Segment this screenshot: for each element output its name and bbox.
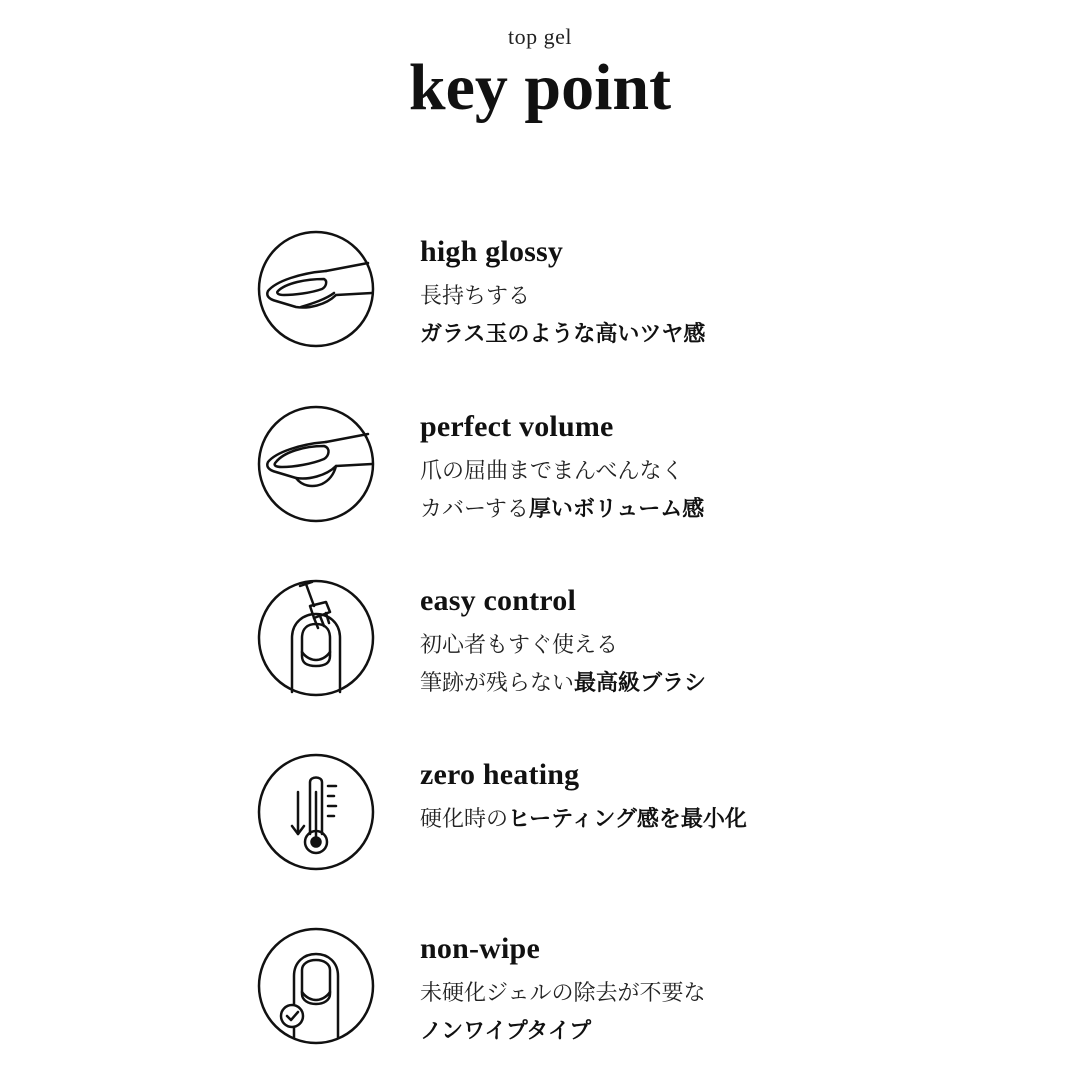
feature-easy-control: [0, 578, 1080, 708]
feature-high-glossy: [0, 229, 1080, 359]
brush-on-nail-icon: [256, 578, 376, 698]
feature-perfect-volume: [0, 404, 1080, 534]
nail-volume-icon: [256, 404, 376, 524]
feature-desc-line-1: 硬化時のヒーティング感を最小化: [420, 806, 747, 831]
feature-title: easy control: [420, 584, 576, 617]
page-title: key point: [408, 51, 672, 124]
subtitle: top gel: [508, 24, 572, 49]
nail-check-icon: [256, 926, 376, 1046]
nail-gloss-icon: [256, 229, 376, 349]
feature-non-wipe: [0, 926, 1080, 1056]
feature-desc-line-1: 爪の屈曲までまんべんなく: [420, 458, 684, 483]
feature-title: perfect volume: [420, 410, 614, 443]
feature-desc-line-2: ノンワイプタイプ: [420, 1018, 592, 1043]
feature-title: zero heating: [420, 758, 580, 791]
thermometer-icon: [256, 752, 376, 872]
feature-desc-line-1: 初心者もすぐ使える: [420, 632, 619, 657]
feature-desc-line-1: 未硬化ジェルの除去が不要な: [420, 980, 706, 1005]
feature-title: high glossy: [420, 235, 564, 268]
feature-desc-line-2: カバーする厚いボリューム感: [420, 496, 705, 521]
feature-desc-line-2: ガラス玉のような高いツヤ感: [420, 321, 706, 346]
feature-zero-heating: [0, 752, 1080, 882]
feature-desc-line-1: 長持ちする: [420, 283, 531, 308]
feature-title: non-wipe: [420, 932, 540, 965]
feature-desc-line-2: 筆跡が残らない最高級ブラシ: [420, 670, 707, 695]
